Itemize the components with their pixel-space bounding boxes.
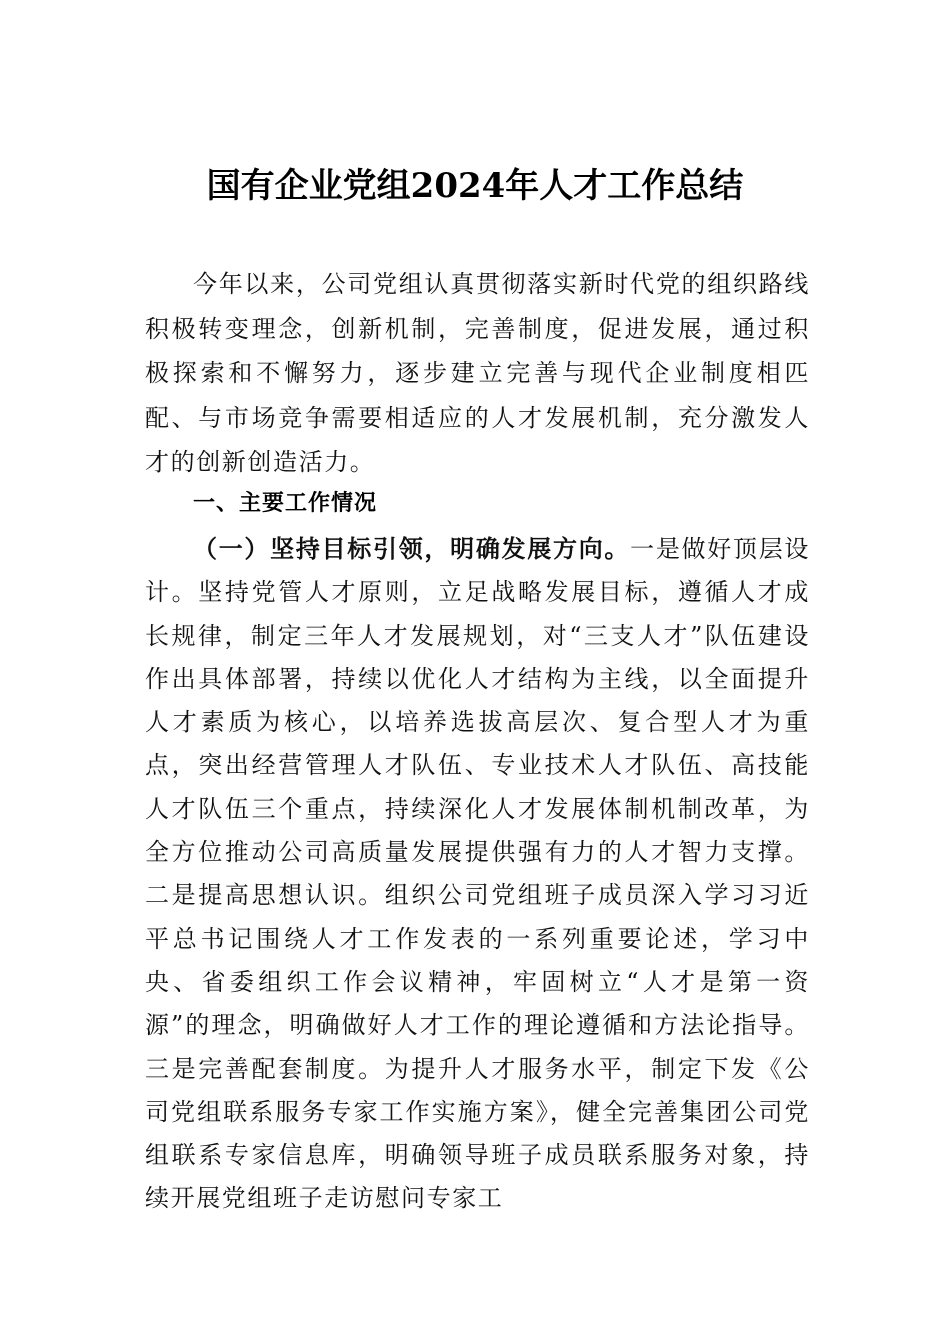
subsection-paragraph — [145, 528, 810, 1221]
subsection-lead: （一）坚持目标引领，明确发展方向。 — [193, 535, 631, 563]
subsection-body: 一是做好顶层设计。坚持党管人才原则，立足战略发展目标，遵循人才成长规律，制定三年人才发展规划，对“三支人才”队伍建设作出具体部署，持续以优化人才结构为主线，以全面提升人才素质为核心，以培养选拔高层次、复合型人才为重点，突出经营管理人才队伍、专业技术人才队伍、高技能人才队伍三个重点，持续深化人才发展体制机制改革，为全方位推动公司高质量发展提供强有力的人才智力支撑。二是提高思想认识。组织公司党组班子成员深入学习习近平总书记围绕人才工作发表的一系列重要论述，学习中央、省委组织工作会议精神，牢固树立“人才是第一资源”的理念，明确做好人才工作的理论遵循和方法论指导。三是完善配套制度。为提升人才服务水平，制定下发《公司党组联系服务专家工作实施方案》，健全完善集团公司党组联系专家信息库，明确领导班子成员联系服务对象，持续开展党组班子走访慰问专家工 — [145, 535, 811, 1213]
document-title: 国有企业党组2024年人才工作总结 — [206, 166, 744, 206]
section-heading: 一、主要工作情况 — [193, 491, 378, 516]
intro-paragraph: 今年以来，公司党组认真贯彻落实新时代党的组织路线积极转变理念，创新机制，完善制度，促进发展，通过积极探索和不懈努力，逐步建立完善与现代企业制度相匹配、与市场竞争需要相适应的人才发展机制，充分激发人才的创新创造活力。 — [145, 270, 810, 476]
